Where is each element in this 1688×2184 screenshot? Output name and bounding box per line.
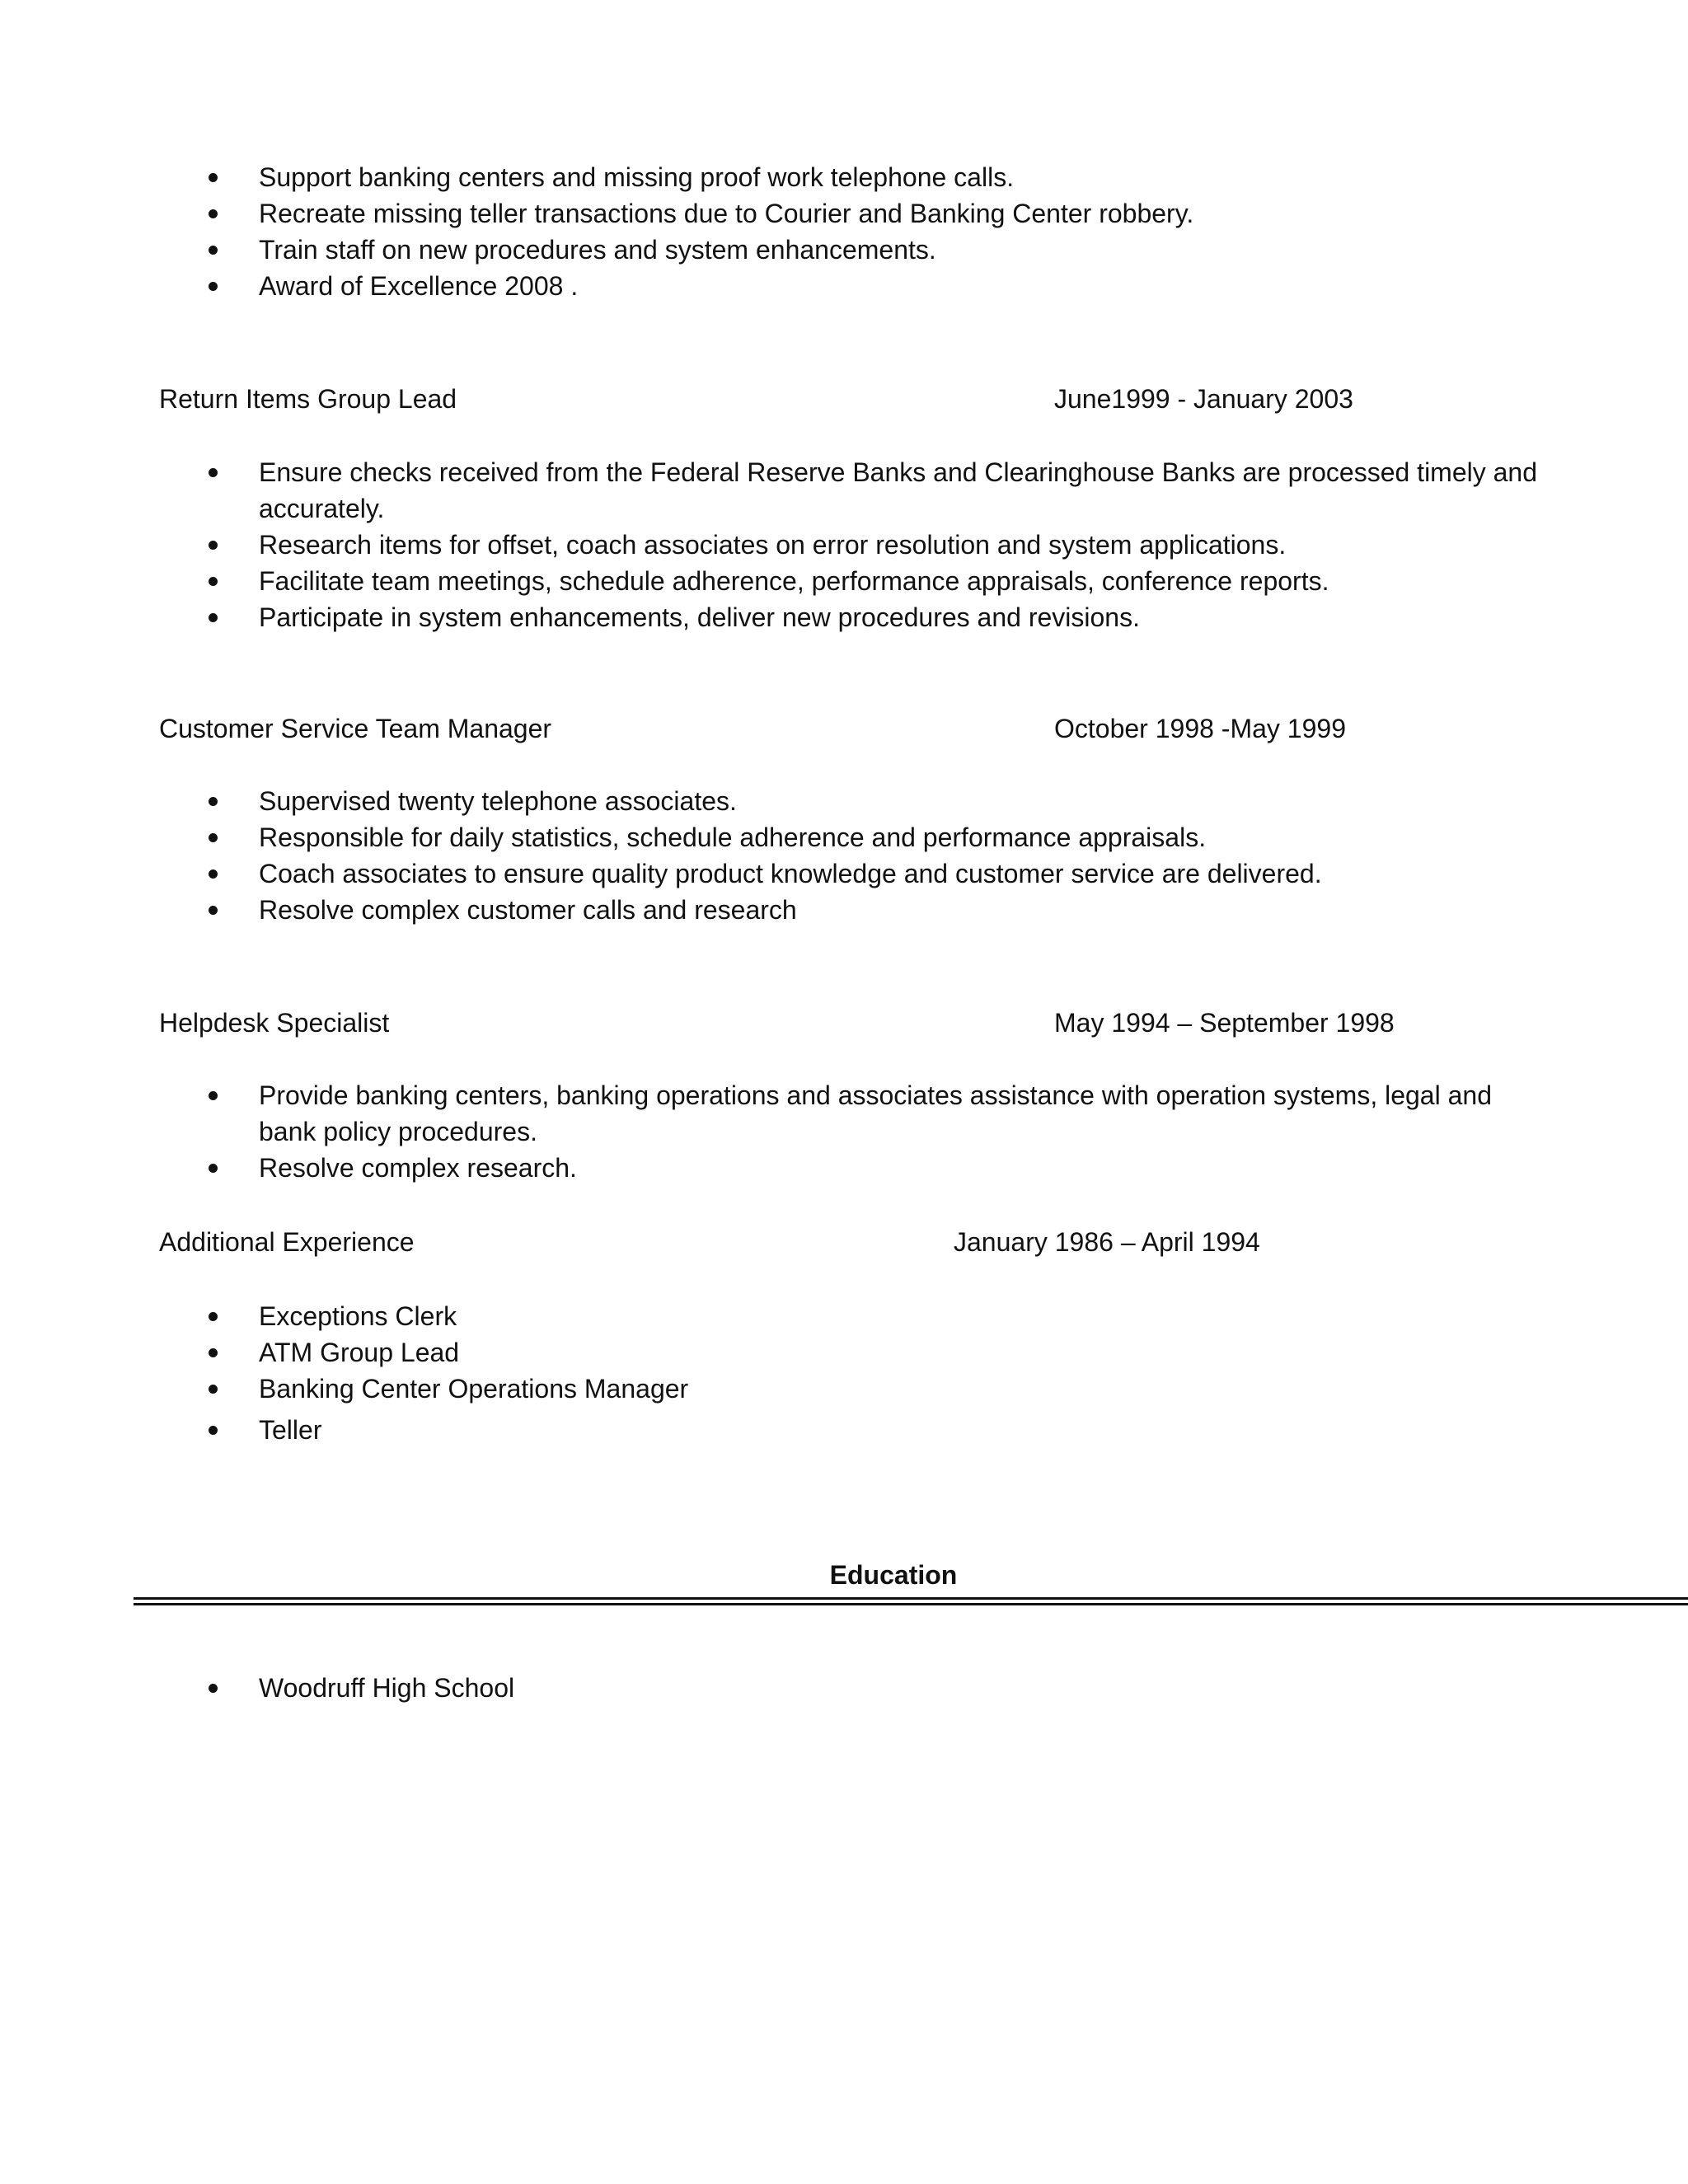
bullet-text: Banking Center Operations Manager [259, 1374, 689, 1404]
bullet-icon [209, 906, 218, 915]
bullet-text: Resolve complex research. [259, 1153, 577, 1183]
job-title: Additional Experience [159, 1227, 415, 1257]
bullet-text: Research items for offset, coach associates on error resolution and system applications. [259, 530, 1287, 560]
bullet-icon [209, 173, 218, 182]
list-item [0, 855, 1545, 892]
list-item [0, 1077, 1545, 1150]
bullet-icon [209, 468, 218, 477]
bullet-icon [209, 1091, 218, 1100]
bullet-text: Train staff on new procedures and system enhancements. [259, 235, 936, 265]
education-bullet-list [0, 1670, 1688, 1706]
bullet-text: Supervised twenty telephone associates. [259, 786, 737, 816]
bullet-text: Teller [259, 1415, 322, 1445]
list-item [0, 1334, 1545, 1371]
list-item [0, 563, 1545, 599]
list-item [0, 1670, 1545, 1706]
job-bullet-list [0, 1298, 1688, 1448]
list-item [0, 599, 1545, 635]
job-dates: June1999 - January 2003 [1054, 384, 1353, 414]
bullet-text: Provide banking centers, banking operations and associates assistance with operation systems, legal and bank policy procedures. [259, 1080, 1492, 1146]
bullet-icon [209, 1684, 218, 1693]
list-item [0, 819, 1545, 855]
list-item [0, 783, 1545, 819]
job-title: Helpdesk Specialist [159, 1008, 390, 1038]
bullet-text: Resolve complex customer calls and research [259, 895, 797, 925]
bullet-icon [209, 833, 218, 842]
bullet-icon [209, 541, 218, 550]
bullet-text: Recreate missing teller transactions due to Courier and Banking Center robbery. [259, 199, 1194, 228]
bullet-text: Ensure checks received from the Federal Reserve Banks and Clearinghouse Banks are processed timely and accurately. [259, 457, 1538, 523]
bullet-icon [209, 613, 218, 622]
bullet-icon [209, 797, 218, 806]
divider [134, 1603, 1688, 1605]
list-item [0, 1298, 1545, 1334]
job-dates: May 1994 – September 1998 [1054, 1008, 1395, 1038]
list-item [0, 1371, 1545, 1407]
bullet-icon [209, 282, 218, 291]
bullet-icon [209, 869, 218, 879]
job-dates: January 1986 – April 1994 [954, 1227, 1260, 1257]
bullet-icon [209, 577, 218, 586]
bullet-text: Support banking centers and missing proof work telephone calls. [259, 162, 1015, 192]
list-item [0, 454, 1545, 527]
job-bullet-list [0, 454, 1688, 635]
section-heading-education: Education [829, 1560, 958, 1590]
bullet-text: Coach associates to ensure quality product knowledge and customer service are delivered. [259, 859, 1322, 888]
bullet-icon [209, 209, 218, 218]
job-bullet-list [0, 1077, 1688, 1186]
list-item [0, 527, 1545, 563]
job-bullet-list [0, 783, 1688, 928]
bullet-icon [209, 1385, 218, 1394]
bullet-text: Participate in system enhancements, deliver new procedures and revisions. [259, 602, 1140, 632]
list-item [0, 195, 1545, 232]
list-item [0, 1412, 1545, 1448]
list-item [0, 1150, 1545, 1186]
bullet-text: Facilitate team meetings, schedule adherence, performance appraisals, conference reports. [259, 566, 1329, 596]
bullet-icon [209, 1164, 218, 1173]
bullet-icon [209, 1426, 218, 1435]
job-title: Customer Service Team Manager [159, 714, 552, 743]
list-item [0, 232, 1545, 268]
bullet-icon [209, 246, 218, 255]
bullet-icon [209, 1348, 218, 1357]
bullet-text: Award of Excellence 2008 . [259, 271, 579, 301]
bullet-text: Responsible for daily statistics, schedule adherence and performance appraisals. [259, 823, 1207, 852]
job-dates: October 1998 -May 1999 [1054, 714, 1346, 743]
intro-bullet-list [0, 159, 1688, 304]
list-item [0, 268, 1545, 304]
list-item [0, 159, 1545, 195]
job-title: Return Items Group Lead [159, 384, 457, 414]
bullet-text: Exceptions Clerk [259, 1301, 457, 1331]
bullet-text: Woodruff High School [259, 1673, 515, 1703]
divider [134, 1597, 1688, 1600]
bullet-text: ATM Group Lead [259, 1338, 460, 1367]
list-item [0, 892, 1545, 928]
bullet-icon [209, 1312, 218, 1321]
